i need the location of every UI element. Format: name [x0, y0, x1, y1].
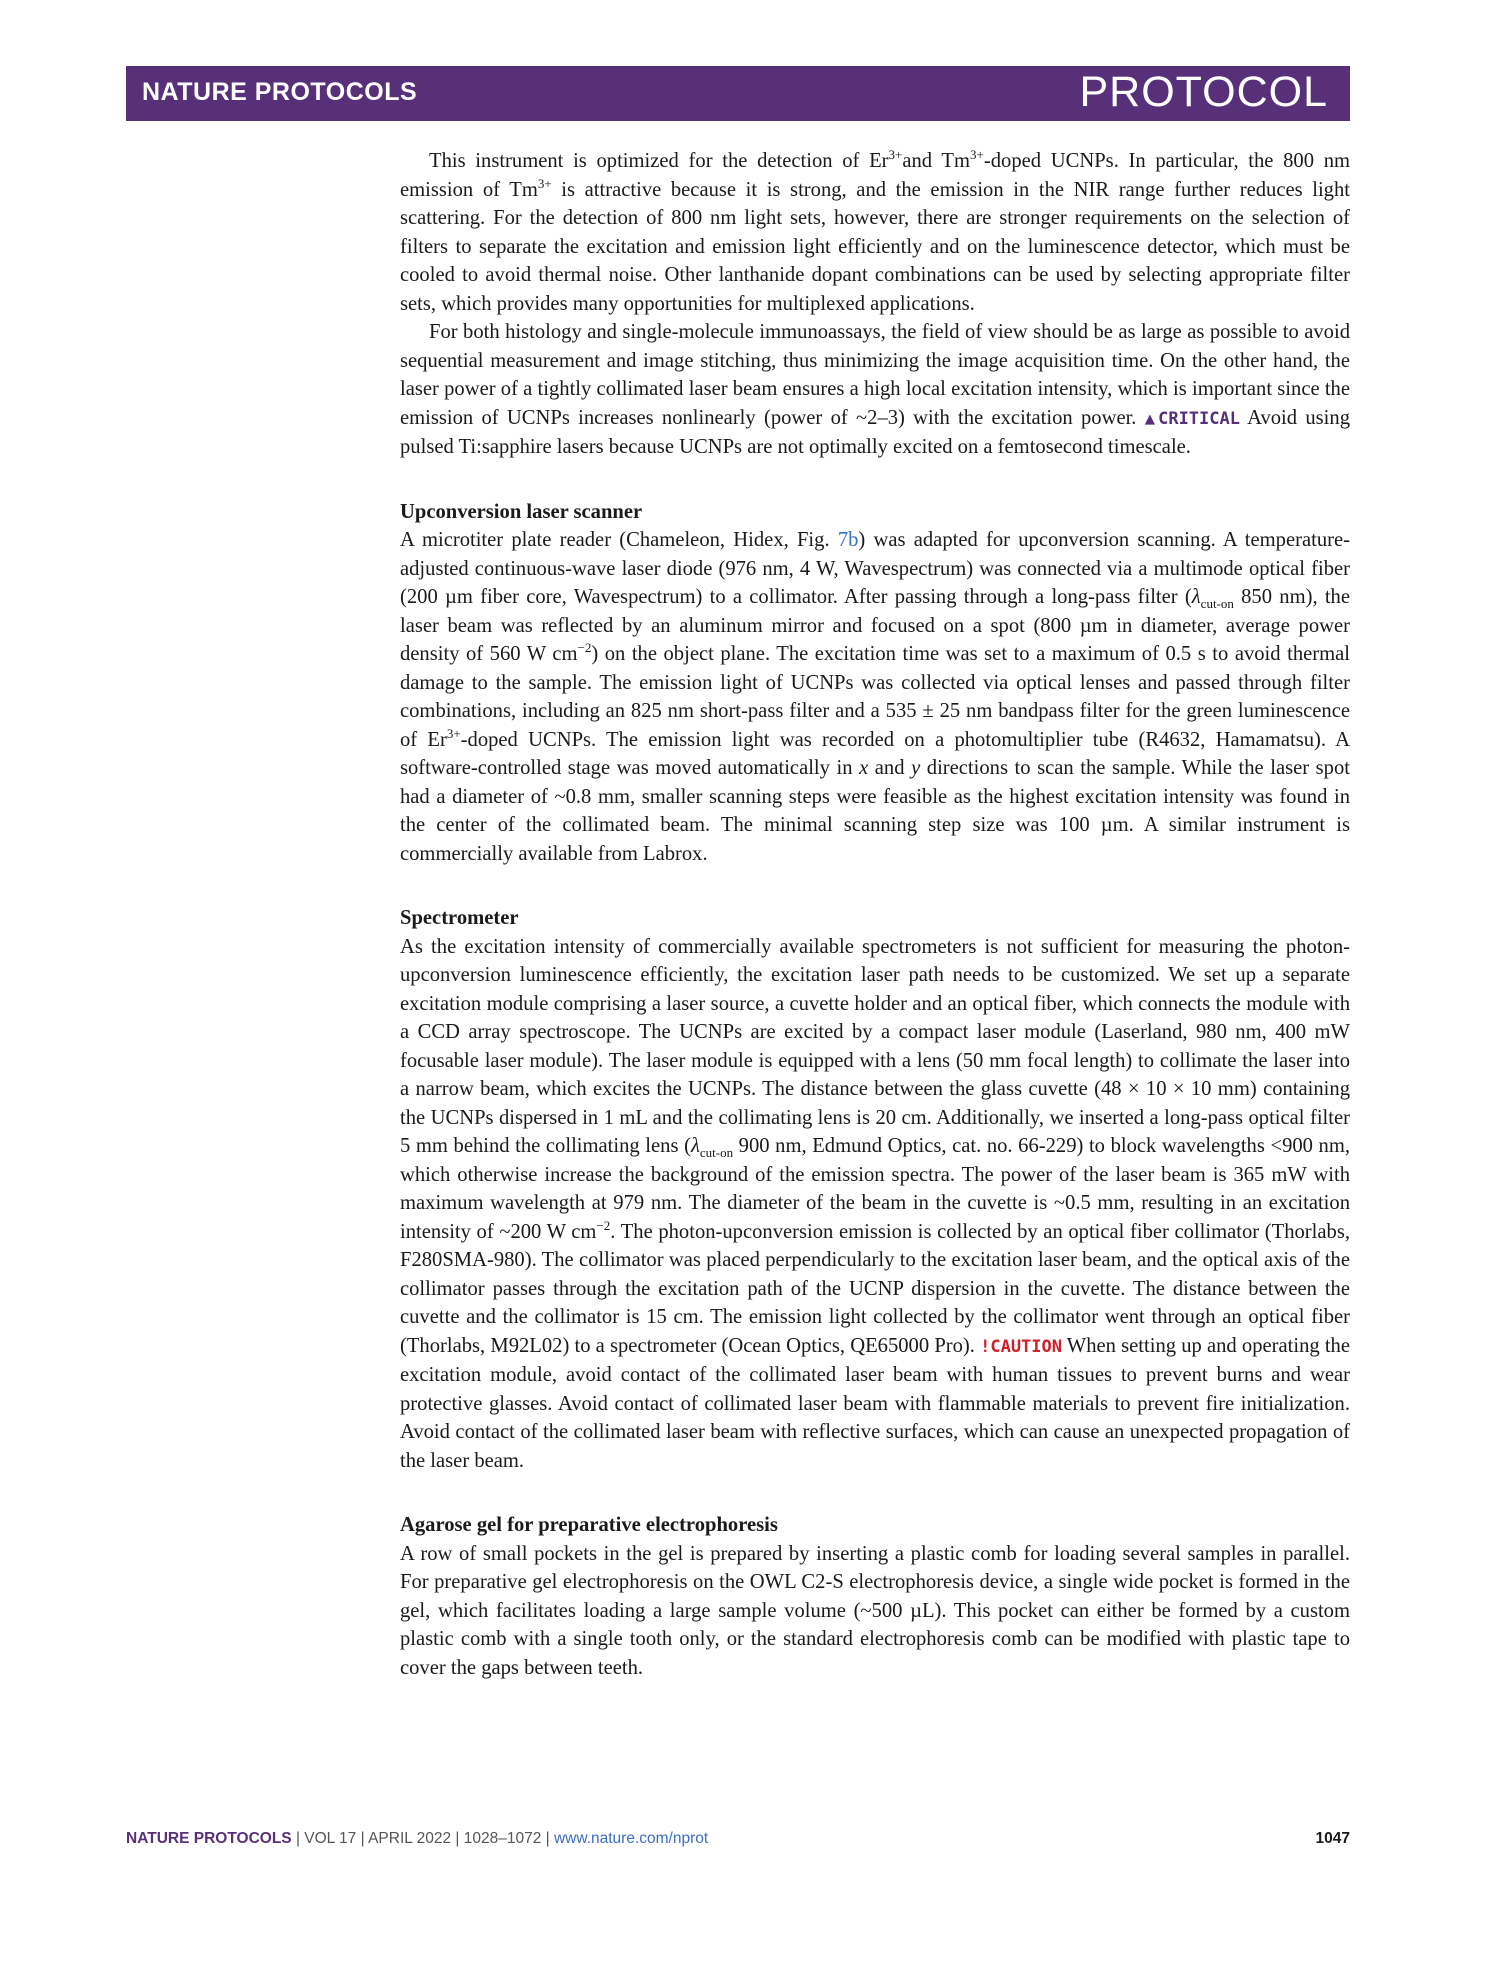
figure-7b-link[interactable]: 7b [837, 529, 859, 551]
footer-citation: NATURE PROTOCOLS | VOL 17 | APRIL 2022 | 1028–1072 | www.nature.com/nprot [126, 1830, 709, 1847]
paragraph-intro-1: This instrument is optimized for the detection of $Er^{3+}and$ $Tm^{3+}$-doped UCNPs. In particular, the 800 nm emission of $Tm^{3+}$ is attractive because it is strong, and the emission in the NIR range further reduces light scattering. For the detection of 800 nm light sets, however, there are stronger requirements on the selection of filters to separate the excitation and emission light efficiently and on the luminescence detector, which must be cooled to avoid thermal noise. Other lanthanide dopant combinations can be used by selecting appropriate filter sets, which provides many opportunities for multiplexed applications. [400, 147, 1351, 315]
footer-volume: VOL 17 [304, 1830, 357, 1847]
caution-label: !CAUTION [980, 1336, 1062, 1357]
footer-journal: NATURE PROTOCOLS [126, 1830, 292, 1847]
page-number: 1047 [1315, 1830, 1350, 1847]
paragraph-spectrometer: As the excitation intensity of commercially available spectrometers is not sufficient for measuring the photon-upconversion luminescence efficiently, the excitation laser path needs to be customized. We set up a separate excitation module comprising a laser source, a cuvette holder and an optical fiber, which connects the module with a CCD array spectroscope. The UCNPs are excited by a compact laser module (Laserland, 980 nm, 400 mW focusable laser module). The laser module is equipped with a lens (50 mm focal length) to collimate the laser into a narrow beam, which excites the UCNPs. The distance between the glass cuvette (48 × 10 × 10 mm) containing the UCNPs dispersed in 1 mL and the collimating lens is 20 cm. Additionally, we inserted a long-pass optical filter 5 mm behind the collimating lens ($\lambda_{cut-on}$ 900 nm, Edmund Optics, cat. no. 66-229) to block wavelengths <900 nm, which otherwise increase the background of the emission spectra. The power of the laser beam is 365 mW with maximum wavelength at 979 nm. The diameter of the beam in the cuvette is ~0.5 mm, resulting in an excitation intensity of ~200 W $cm^{-2}$. The photon-upconversion emission is collected by an optical fiber collimator (Thorlabs, F280SMA-980). The collimator was placed perpendicularly to the excitation laser beam, and the optical axis of the collimator passes through the excitation path of the UCNP dispersion in the cuvette. The distance between the cuvette and the collimator is 15 cm. The emission light collected by the collimator went through an optical fiber (Thorlabs, M92L02) to a spectrometer (Ocean Optics, QE65000 Pro). !CAUTION When setting up and operating the excitation module, avoid contact of the collimated laser beam with human tissues to prevent burns and wear protective glasses. Avoid contact of collimated laser beam with flammable materials to prevent fire initialization. Avoid contact of the collimated laser beam with reflective surfaces, which can cause an unexpected propagation of the laser beam. [400, 935, 1351, 1472]
article-body [400, 147, 1350, 1682]
article-type-label: PROTOCOL [1079, 68, 1328, 116]
footer-url-link[interactable]: www.nature.com/nprot [553, 1830, 709, 1847]
paragraph-intro-2: For both histology and single-molecule immunoassays, the field of view should be as large as possible to avoid sequential measurement and image stitching, thus minimizing the image acquisition time. On the other hand, the laser power of a tightly collimated laser beam ensures a high local excitation intensity, which is important since the emission of UCNPs increases nonlinearly (power of ~2–3) with the excitation power. ▲CRITICAL Avoid using pulsed Ti:sapphire lasers because UCNPs are not optimally excited on a femtosecond timescale. [400, 321, 1350, 458]
critical-label: ▲CRITICAL [1144, 408, 1240, 429]
footer-date: APRIL 2022 [368, 1830, 452, 1847]
paragraph-scanner: A microtiter plate reader (Chameleon, Hidex, Fig. 7b) was adapted for upconversion scanning. A temperature-adjusted continuous-wave laser diode (976 nm, 4 W, Wavespectrum) was connected via a multimode optical fiber (200 µm fiber core, Wavespectrum) to a collimator. After passing through a long-pass filter ($\lambda_{cut-on}$ 850 nm), the laser beam was reflected by an aluminum mirror and focused on a spot (800 µm in diameter, average power density of 560 W $cm^{-2}$) on the object plane. The excitation time was set to a maximum of 0.5 s to avoid thermal damage to the sample. The emission light of UCNPs was collected via optical lenses and passed through filter combinations, including an 825 nm short-pass filter and a 535 ± 25 nm bandpass filter for the green luminescence of $Er^{3+}$-doped UCNPs. The emission light was recorded on a photomultiplier tube (R4632, Hamamatsu). A software-controlled stage was moved automatically in x and y directions to scan the sample. While the laser spot had a diameter of ~0.8 mm, smaller scanning steps were feasible as the highest excitation intensity was found in the center of the collimated beam. The minimal scanning step size was 100 µm. A similar instrument is commercially available from Labrox. [400, 529, 1350, 865]
journal-name: NATURE PROTOCOLS [142, 78, 418, 106]
heading-agarose-gel: Agarose gel for preparative electrophoresis [400, 1514, 778, 1536]
page-footer [126, 1830, 1350, 1854]
heading-upconversion-scanner: Upconversion laser scanner [400, 500, 643, 523]
journal-header-bar [126, 66, 1350, 121]
footer-pages: 1028–1072 [463, 1830, 542, 1847]
heading-spectrometer: Spectrometer [400, 907, 519, 929]
paragraph-agarose: A row of small pockets in the gel is prepared by inserting a plastic comb for loading several samples in parallel. For preparative gel electrophoresis on the OWL C2-S electrophoresis device, a single wide pocket is formed in the gel, which facilitates loading a large sample volume (~500 µL). This pocket can either be formed by a custom plastic comb with a single tooth only, or the standard electrophoresis comb can be modified with plastic tape to cover the gaps between teeth. [400, 1542, 1350, 1679]
